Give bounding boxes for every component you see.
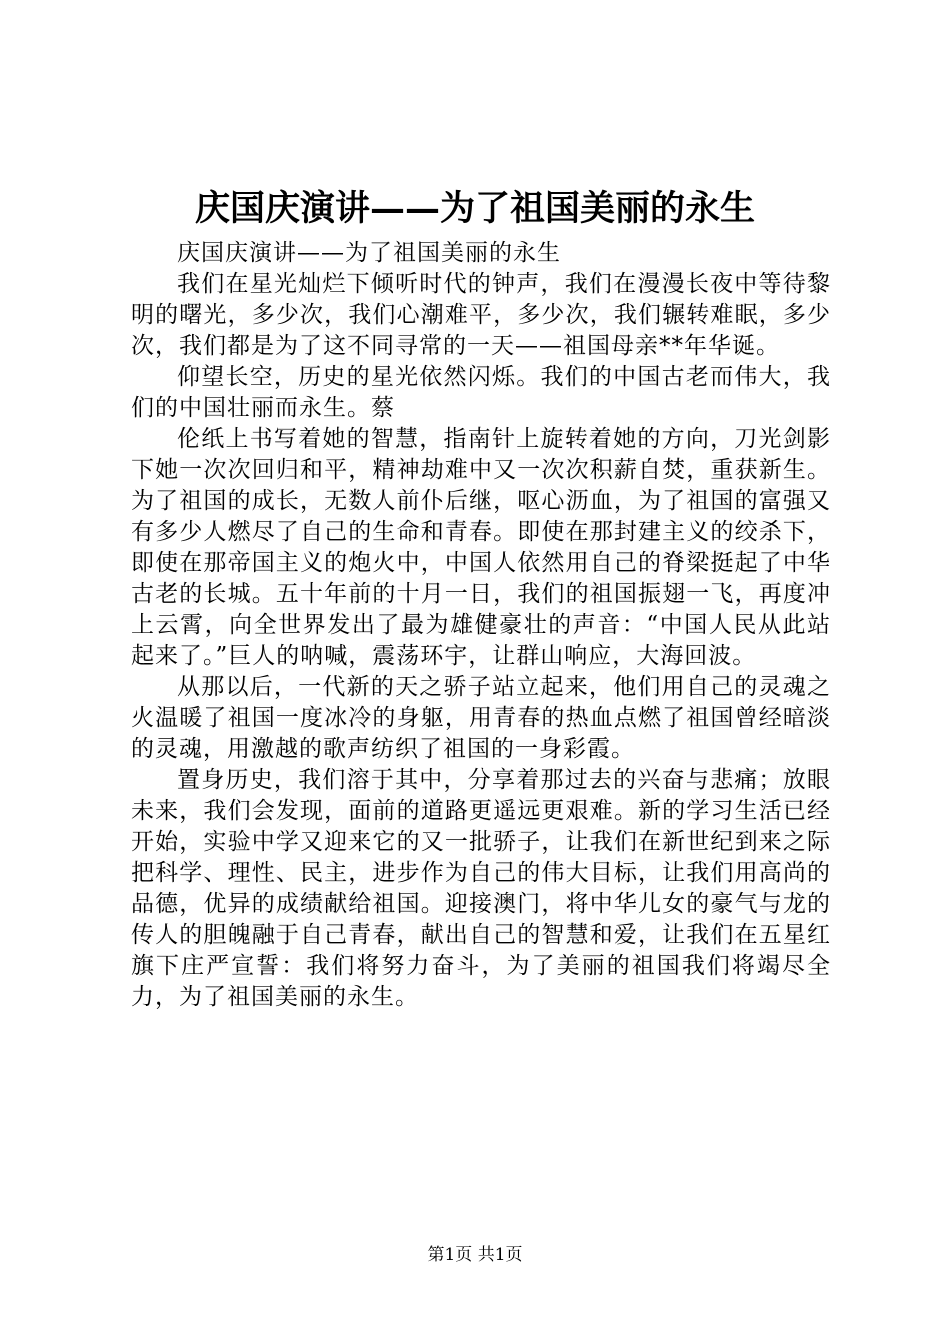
paragraph-subtitle: 庆国庆演讲——为了祖国美丽的永生	[177, 240, 561, 266]
document-title: 庆国庆演讲——为了祖国美丽的永生	[194, 188, 755, 229]
paragraph-2: 仰望长空，历史的星光依然闪烁。我们的中国古老而伟大，我们的中国壮丽而永生。蔡	[131, 364, 831, 421]
paragraph-3: 伦纸上书写着她的智慧，指南针上旋转着她的方向，刀光剑影下她一次次回归和平，精神劫难中又一次次积薪自焚，重获新生。为了祖国的成长，无数人前仆后继，呕心沥血，为了祖国的富强又有多少人燃尽了自己的生命和青春。即使在那封建主义的绞杀下，即使在那帝国主义的炮火中，中国人依然用自己的脊梁挺起了中华古老的长城。五十年前的十月一日，我们的祖国振翅一飞，再度冲上云霄，向全世界发出了最为雄健豪壮的声音：“中国人民从此站起来了。”巨人的呐喊，震荡环宇，让群山响应，大海回波。	[131, 426, 831, 669]
document-body	[131, 238, 831, 1013]
paragraph-5: 置身历史，我们溶于其中，分享着那过去的兴奋与悲痛；放眼未来，我们会发现，面前的道路更遥远更艰难。新的学习生活已经开始，实验中学又迎来它的又一批骄子，让我们在新世纪到来之际把科学、理性、民主，进步作为自己的伟大目标，让我们用高尚的品德，优异的成绩献给祖国。迎接澳门，将中华儿女的豪气与龙的传人的胆魄融于自己青春，献出自己的智慧和爱，让我们在五星红旗下庄严宣誓：我们将努力奋斗，为了美丽的祖国我们将竭尽全力，为了祖国美丽的永生。	[131, 767, 831, 1010]
page-number-footer: 第1页 共1页	[427, 1245, 523, 1265]
paragraph-4: 从那以后，一代新的天之骄子站立起来，他们用自己的灵魂之火温暖了祖国一度冰冷的身躯，用青春的热血点燃了祖国曾经暗淡的灵魂，用激越的歌声纺织了祖国的一身彩霞。	[131, 674, 831, 762]
paragraph-1: 我们在星光灿烂下倾听时代的钟声，我们在漫漫长夜中等待黎明的曙光，多少次，我们心潮难平，多少次，我们辗转难眠，多少次，我们都是为了这不同寻常的一天——祖国母亲**年华诞。	[131, 271, 831, 359]
